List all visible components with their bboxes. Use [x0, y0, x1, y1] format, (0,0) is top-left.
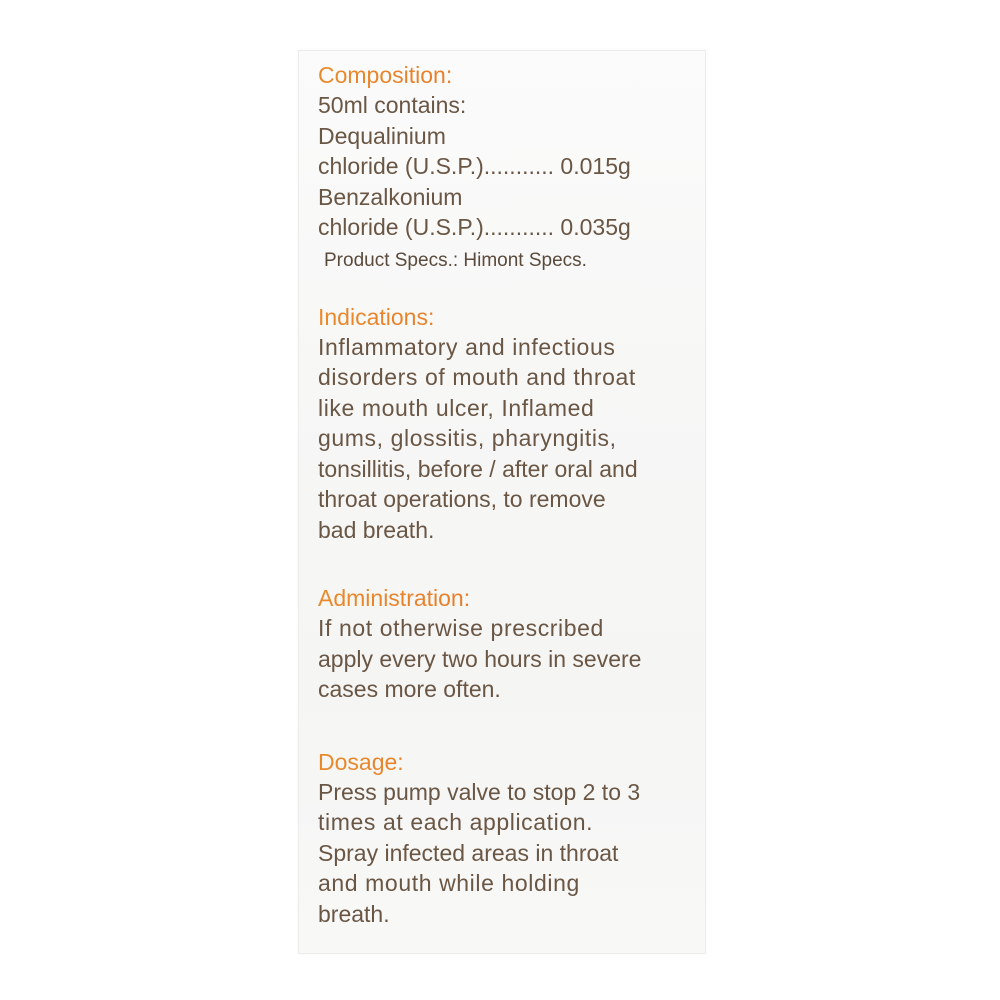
- composition-line: Dequalinium: [318, 122, 446, 149]
- dosage-section: [318, 747, 698, 930]
- leaflet-content: [318, 60, 698, 929]
- indications-line: throat operations, to remove: [318, 486, 606, 512]
- composition-heading: Composition:: [318, 60, 698, 90]
- composition-line: chloride (U.S.P.)........... 0.015g: [318, 153, 631, 179]
- indications-heading: Indications:: [318, 302, 698, 332]
- administration-line: cases more often.: [318, 676, 501, 702]
- composition-line: 50ml contains:: [318, 92, 467, 118]
- composition-line: chloride (U.S.P.)........... 0.035g: [318, 214, 631, 240]
- dosage-line: Spray infected areas in throat: [318, 839, 619, 866]
- product-specs: Product Specs.: Himont Specs.: [324, 249, 587, 271]
- dosage-line: and mouth while holding: [318, 870, 580, 896]
- dosage-line: breath.: [318, 900, 390, 927]
- composition-section: [318, 60, 698, 276]
- dosage-heading: Dosage:: [318, 747, 698, 777]
- composition-line: Benzalkonium: [318, 183, 463, 210]
- indications-line: like mouth ulcer, Inflamed: [318, 394, 595, 421]
- dosage-line: times at each application.: [318, 809, 594, 835]
- indications-line: disorders of mouth and throat: [318, 364, 636, 390]
- dosage-line: Press pump valve to stop 2 to 3: [318, 778, 641, 805]
- administration-section: [318, 583, 698, 705]
- administration-line: apply every two hours in severe: [318, 645, 642, 672]
- indications-line: Inflammatory and infectious: [318, 333, 616, 360]
- indications-line: tonsillitis, before / after oral and: [318, 455, 638, 482]
- indications-line: gums, glossitis, pharyngitis,: [318, 425, 617, 451]
- administration-line: If not otherwise prescribed: [318, 615, 604, 641]
- indications-line: bad breath.: [318, 516, 435, 543]
- administration-heading: Administration:: [318, 583, 698, 613]
- indications-section: [318, 302, 698, 546]
